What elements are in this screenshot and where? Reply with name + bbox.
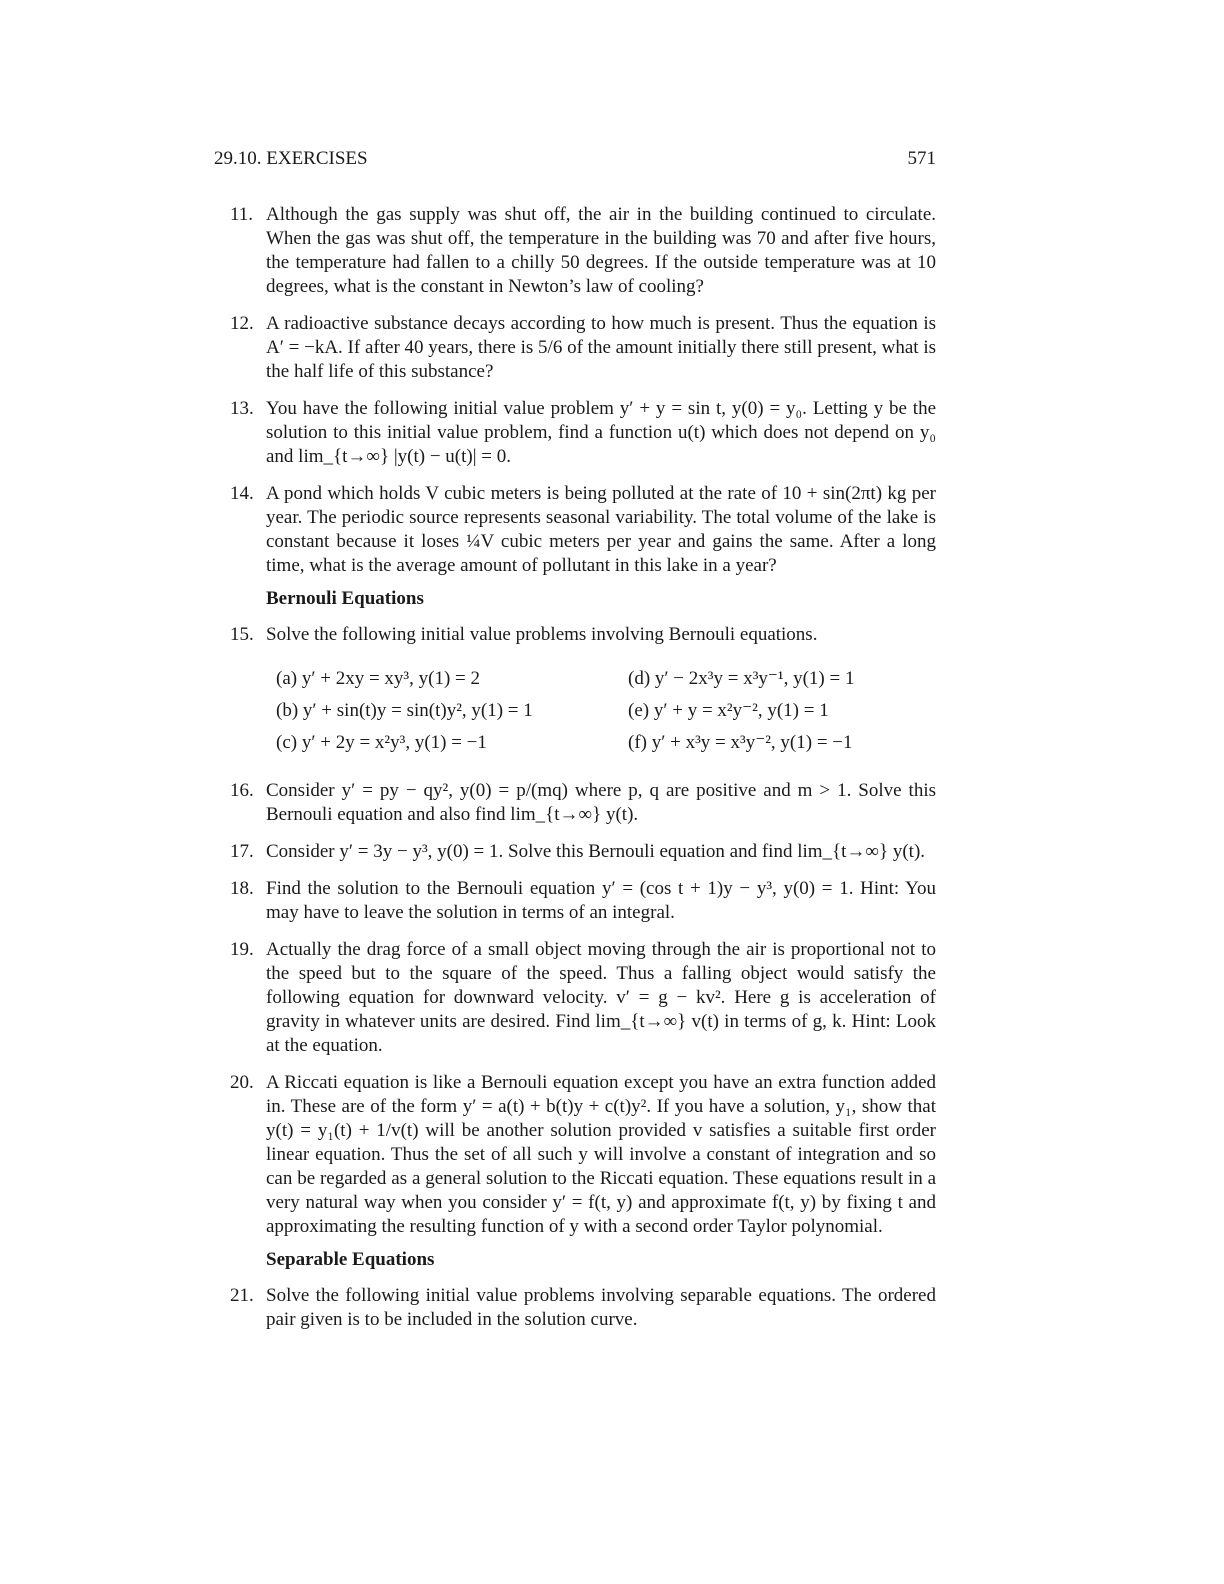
exercise-text: Consider y′ = 3y − y³, y(0) = 1. Solve this Bernouli equation and find lim_{t→∞} y(t). xyxy=(266,841,926,862)
exercise-list xyxy=(214,203,936,1345)
exercise-text: A Riccati equation is like a Bernouli equation except you have an extra function added in. These are of the form y′ = a(t) + b(t)y + c(t)y². If you have a solution, y₁, show that y(t) = y₁(t) + 1/v(t) will be another solution provided v satisfies a suitable first order linear equation. Thus the set of all such y will involve a constant of integration and so can be regarded as a general solution to the Riccati equation. These equations result in a very natural way when you consider y′ = f(t, y) and approximate f(t, y) by fixing t and approximating the resulting function of y with a second order Taylor polynomial. xyxy=(266,1072,936,1237)
exercise-number: 13. xyxy=(230,398,254,419)
exercise-14 xyxy=(214,482,936,578)
exercise-text: Consider y′ = py − qy², y(0) = p/(mq) where p, q are positive and m > 1. Solve this Bernouli equation and also find lim_{t→∞} y(t). xyxy=(266,780,936,825)
part-a: (a) y′ + 2xy = xy³, y(1) = 2 xyxy=(276,668,480,689)
exercise-number: 19. xyxy=(230,939,254,960)
exercise-number: 20. xyxy=(230,1072,254,1093)
exercise-number: 17. xyxy=(230,841,254,862)
running-header xyxy=(214,148,936,172)
exercise-text: Although the gas supply was shut off, the air in the building continued to circulate. When the gas was shut off, the temperature in the building was 70 and after five hours, the temperature had fallen to a chilly 50 degrees. If the outside temperature was at 10 degrees, what is the constant in Newton’s law of cooling? xyxy=(266,204,936,297)
exercise-text: Solve the following initial value problems involving separable equations. The ordered pair given is to be included in the solution curve. xyxy=(266,1285,936,1330)
exercise-15-parts xyxy=(214,667,936,755)
exercise-18 xyxy=(214,877,936,925)
exercise-text: You have the following initial value problem y′ + y = sin t, y(0) = y₀. Letting y be the solution to this initial value problem, find a function u(t) which does not depend on y₀ and lim_{t→∞} |y(t) − u(t)| = 0. xyxy=(266,398,936,467)
section-title: 29.10. EXERCISES xyxy=(214,148,368,169)
exercise-number: 15. xyxy=(230,624,254,645)
page-number: 571 xyxy=(907,148,936,169)
exercise-number: 21. xyxy=(230,1285,254,1306)
exercise-text: A radioactive substance decays according to how much is present. Thus the equation is A′ = −kA. If after 40 years, there is 5/6 of the amount initially there still present, what is the half life of this substance? xyxy=(266,313,936,382)
exercise-19 xyxy=(214,938,936,1058)
exercise-21 xyxy=(214,1284,936,1332)
exercise-number: 12. xyxy=(230,313,254,334)
exercise-number: 18. xyxy=(230,878,254,899)
exercise-16 xyxy=(214,779,936,827)
part-f: (f) y′ + x³y = x³y⁻², y(1) = −1 xyxy=(628,732,853,753)
part-c: (c) y′ + 2y = x²y³, y(1) = −1 xyxy=(276,732,487,753)
part-e: (e) y′ + y = x²y⁻², y(1) = 1 xyxy=(628,700,829,721)
exercise-text: Solve the following initial value problems involving Bernouli equations. xyxy=(266,624,818,645)
exercise-13 xyxy=(214,397,936,469)
part-d: (d) y′ − 2x³y = x³y⁻¹, y(1) = 1 xyxy=(628,668,855,689)
exercise-number: 16. xyxy=(230,780,254,801)
exercise-text: Find the solution to the Bernouli equation y′ = (cos t + 1)y − y³, y(0) = 1. Hint: You may have to leave the solution in terms of an integral. xyxy=(266,878,936,923)
exercise-number: 11. xyxy=(230,204,254,225)
exercise-number: 14. xyxy=(230,483,254,504)
section-heading-separable: Separable Equations xyxy=(266,1249,435,1270)
exercise-text: A pond which holds V cubic meters is being polluted at the rate of 10 + sin(2πt) kg per year. The periodic source represents seasonal variability. The total volume of the lake is constant because it loses ¼V cubic meters per year and gains the same. After a long time, what is the average amount of pollutant in this lake in a year? xyxy=(266,483,936,576)
exercise-text: Actually the drag force of a small object moving through the air is proportional not to the speed but to the square of the speed. Thus a falling object would satisfy the following equation for downward velocity. v′ = g − kv². Here g is acceleration of gravity in whatever units are desired. Find lim_{t→∞} v(t) in terms of g, k. Hint: Look at the equation. xyxy=(266,939,936,1056)
exercise-12 xyxy=(214,312,936,384)
exercise-20 xyxy=(214,1071,936,1239)
exercise-15 xyxy=(214,623,936,647)
section-heading-bernouli: Bernouli Equations xyxy=(266,588,424,609)
exercise-11 xyxy=(214,203,936,299)
exercise-17 xyxy=(214,840,936,864)
part-b: (b) y′ + sin(t)y = sin(t)y², y(1) = 1 xyxy=(276,700,533,721)
